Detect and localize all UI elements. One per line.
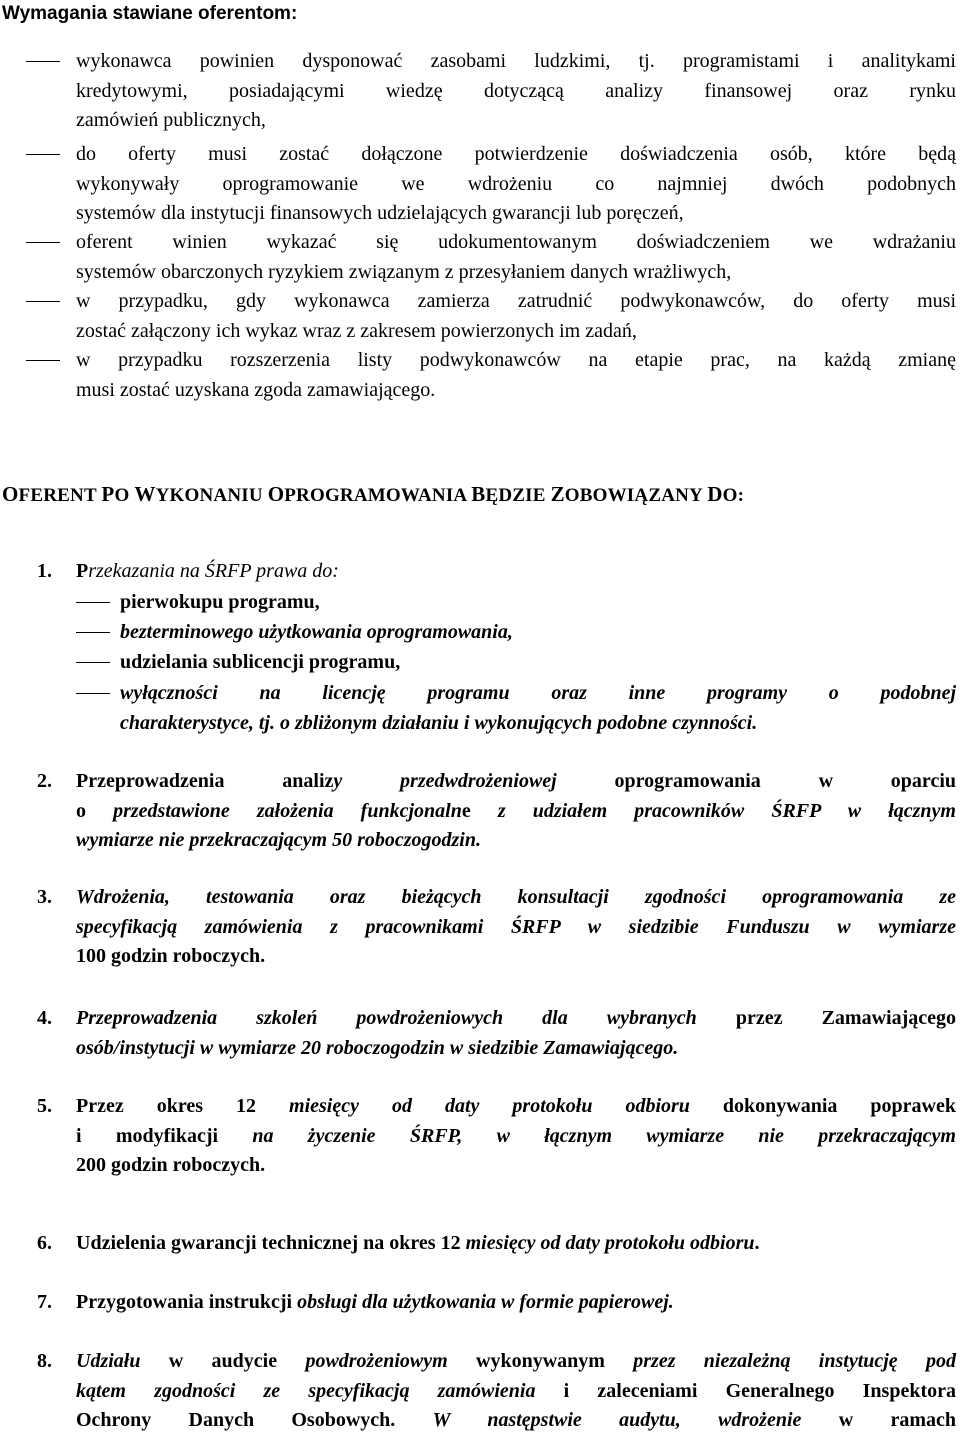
title-initial: B bbox=[471, 482, 486, 506]
item-number: 7. bbox=[37, 1291, 52, 1313]
text-run: 100 godzin roboczych. bbox=[76, 945, 266, 967]
obligation-line bbox=[76, 826, 956, 856]
sub-line: charakterystyce, tj. o zbliżonym działaniu i wykonujących podobne czynności. bbox=[120, 711, 758, 734]
text-run: Przeprowadzenia szkoleń powdrożeniowych dla wybranych bbox=[76, 1007, 697, 1029]
sub-line: bezterminowego użytkowania oprogramowania, bbox=[120, 621, 513, 643]
text-run: oprogramowania w oparciu bbox=[556, 770, 957, 792]
text-run: przez niezależną instytucję pod bbox=[633, 1350, 957, 1372]
requirement-item bbox=[76, 140, 956, 229]
sub-item bbox=[120, 679, 956, 738]
obligation-item bbox=[76, 1347, 956, 1436]
obligation-line bbox=[76, 767, 956, 797]
title-rest: ĘDZIE bbox=[485, 485, 551, 506]
sub-line: wyłączności na licencję programu oraz inne programy o podobnej bbox=[120, 682, 956, 704]
requirement-line: zamówień publicznych, bbox=[76, 109, 266, 131]
dash-bullet bbox=[26, 301, 60, 302]
sub-line: pierwokupu programu, bbox=[120, 591, 320, 613]
requirement-line: wykonawca powinien dysponować zasobami ludzkimi, tj. programistami i analitykami bbox=[76, 50, 956, 72]
dash-bullet bbox=[76, 662, 110, 663]
title-rest: YKONANIU bbox=[155, 485, 268, 506]
text-run: dokonywania poprawek bbox=[689, 1095, 956, 1117]
title-rest: PROGRAMOWANIA bbox=[284, 485, 472, 506]
item-number: 4. bbox=[37, 1007, 52, 1029]
lead-bold: P bbox=[76, 560, 89, 582]
text-run: specyfikacją zamówienia z pracownikami ŚRFP w siedzibie Funduszu w wymiarze bbox=[76, 915, 956, 938]
text-run: Udziału bbox=[76, 1350, 141, 1372]
obligation-line bbox=[76, 797, 956, 827]
obligation-line bbox=[76, 1034, 956, 1064]
obligation-item bbox=[76, 883, 956, 972]
title-rest: FERENT bbox=[18, 485, 102, 506]
text-run: wymiarze nie przekraczającym 50 roboczogodzin. bbox=[76, 829, 481, 851]
text-run: w audycie bbox=[140, 1350, 306, 1372]
sub-item bbox=[120, 648, 956, 678]
title-rest: OBOWIĄZANY bbox=[564, 485, 708, 506]
text-run: powdrożeniowym bbox=[305, 1350, 448, 1372]
requirement-line: zostać załączony ich wykaz wraz z zakresem powierzonych im zadań, bbox=[76, 319, 637, 342]
requirement-item bbox=[76, 47, 956, 136]
requirement-item bbox=[76, 287, 956, 346]
obligation-line bbox=[76, 1004, 956, 1034]
requirement-line: wykonywały oprogramowanie we wdrożeniu co najmniej dwóch podobnych bbox=[76, 172, 956, 195]
text-run: i modyfikacji bbox=[76, 1124, 253, 1147]
text-run: W następstwie audytu, wdrożenie bbox=[432, 1409, 802, 1431]
text-run: o bbox=[76, 799, 114, 822]
text-run: przedstawione założenia funkcjonaln bbox=[113, 799, 462, 822]
title-initial: P bbox=[101, 482, 115, 506]
requirement-line: systemów dla instytucji finansowych udzielających gwarancji lub poręczeń, bbox=[76, 202, 684, 224]
item-number: 3. bbox=[37, 886, 52, 908]
requirements-heading: Wymagania stawiane oferentom: bbox=[2, 3, 298, 24]
text-run: Wdrożenia, testowania oraz bieżących konsultacji zgodności oprogramowania ze bbox=[76, 886, 956, 908]
text-run: . bbox=[754, 1232, 760, 1254]
dash-bullet bbox=[76, 602, 110, 603]
title-initial: O bbox=[2, 482, 19, 506]
title-initial: O bbox=[267, 482, 285, 506]
text-run: w ramach bbox=[801, 1409, 956, 1431]
requirement-line: systemów obarczonych ryzykiem związanym z przesyłaniem danych wrażliwych, bbox=[76, 260, 732, 283]
sub-item bbox=[120, 588, 956, 618]
obligation-line bbox=[76, 1377, 956, 1407]
item-number: 8. bbox=[37, 1350, 52, 1372]
requirement-line: do oferty musi zostać dołączone potwierdzenie doświadczenia osób, które będą bbox=[76, 143, 956, 165]
obligation-item bbox=[76, 1288, 956, 1318]
obligation-line bbox=[76, 1406, 956, 1436]
dash-bullet bbox=[26, 154, 60, 155]
obligation-item bbox=[76, 1229, 956, 1259]
text-run: i zaleceniami Generalnego Inspektora bbox=[535, 1379, 956, 1402]
text-run: z udziałem pracowników ŚRFP w łącznym bbox=[497, 799, 956, 822]
obligation-line bbox=[76, 883, 956, 913]
requirement-line: musi zostać uzyskana zgoda zamawiającego. bbox=[76, 378, 436, 401]
text-run: na życzenie ŚRFP, w łącznym wymiarze nie przekraczającym bbox=[252, 1124, 956, 1147]
text-run: wykonywanym bbox=[447, 1350, 634, 1372]
text-run: Udzielenia gwarancji technicznej na okres 12 bbox=[76, 1232, 466, 1254]
requirement-item bbox=[76, 346, 956, 405]
title-initial: W bbox=[134, 482, 156, 506]
obligation-item bbox=[76, 767, 956, 856]
lead-italic: rzekazania na ŚRFP prawa do: bbox=[88, 560, 339, 582]
dash-bullet bbox=[76, 632, 110, 633]
text-run: 200 godzin roboczych. bbox=[76, 1154, 266, 1176]
requirement-line: w przypadku rozszerzenia listy podwykonawców na etapie prac, na każdą zmianę bbox=[76, 349, 956, 371]
title-rest: O: bbox=[722, 485, 745, 506]
requirement-line: w przypadku, gdy wykonawca zamierza zatrudnić podwykonawców, do oferty musi bbox=[76, 290, 956, 312]
text-run: Przygotowania instrukcji bbox=[76, 1291, 298, 1313]
dash-bullet bbox=[26, 360, 60, 361]
text-run: miesięcy od daty protokołu odbioru bbox=[465, 1232, 755, 1254]
item-number: 1. bbox=[37, 560, 52, 582]
text-run: e bbox=[461, 799, 498, 822]
obligation-line bbox=[76, 1347, 956, 1377]
requirement-line: kredytowymi, posiadającymi wiedzę dotyczącą analizy finansowej oraz rynku bbox=[76, 79, 956, 102]
text-run: przez Zamawiającego bbox=[696, 1007, 956, 1029]
item-number: 5. bbox=[37, 1095, 52, 1117]
obligation-line bbox=[76, 1092, 956, 1122]
item-number: 6. bbox=[37, 1232, 52, 1254]
text-run: obsługi dla użytkowania w formie papierowej. bbox=[297, 1291, 674, 1313]
dash-bullet bbox=[26, 61, 60, 62]
obligation-line bbox=[76, 1229, 956, 1259]
obligation-line bbox=[76, 1122, 956, 1152]
text-run: y przedwdrożeniowej bbox=[333, 770, 557, 792]
obligation-item-1 bbox=[76, 557, 956, 587]
item-number: 2. bbox=[37, 770, 52, 792]
dash-bullet bbox=[76, 693, 110, 694]
title-initial: Z bbox=[550, 482, 565, 506]
title-initial: D bbox=[707, 482, 723, 506]
text-run: Ochrony Danych Osobowych. bbox=[76, 1409, 433, 1431]
obligation-item bbox=[76, 1004, 956, 1063]
obligation-line bbox=[76, 913, 956, 943]
title-rest: O bbox=[114, 485, 135, 506]
obligations-title bbox=[2, 482, 744, 507]
sub-item bbox=[120, 618, 956, 648]
sub-line: udzielania sublicencji programu, bbox=[120, 651, 401, 673]
text-run: osób/instytucji w wymiarze 20 roboczogodzin w siedzibie Zamawiającego. bbox=[76, 1036, 679, 1059]
text-run: Przez okres 12 bbox=[76, 1095, 290, 1117]
obligation-line bbox=[76, 942, 956, 972]
text-run: Przeprowadzenia analiz bbox=[76, 770, 334, 792]
text-run: kątem zgodności ze specyfikacją zamówienia bbox=[76, 1379, 536, 1402]
requirement-line: oferent winien wykazać się udokumentowanym doświadczeniem we wdrażaniu bbox=[76, 231, 956, 253]
requirement-item bbox=[76, 228, 956, 287]
obligation-line bbox=[76, 1288, 956, 1318]
obligation-line bbox=[76, 1151, 956, 1181]
obligation-item bbox=[76, 1092, 956, 1181]
dash-bullet bbox=[26, 242, 60, 243]
text-run: miesięcy od daty protokołu odbioru bbox=[289, 1095, 690, 1117]
